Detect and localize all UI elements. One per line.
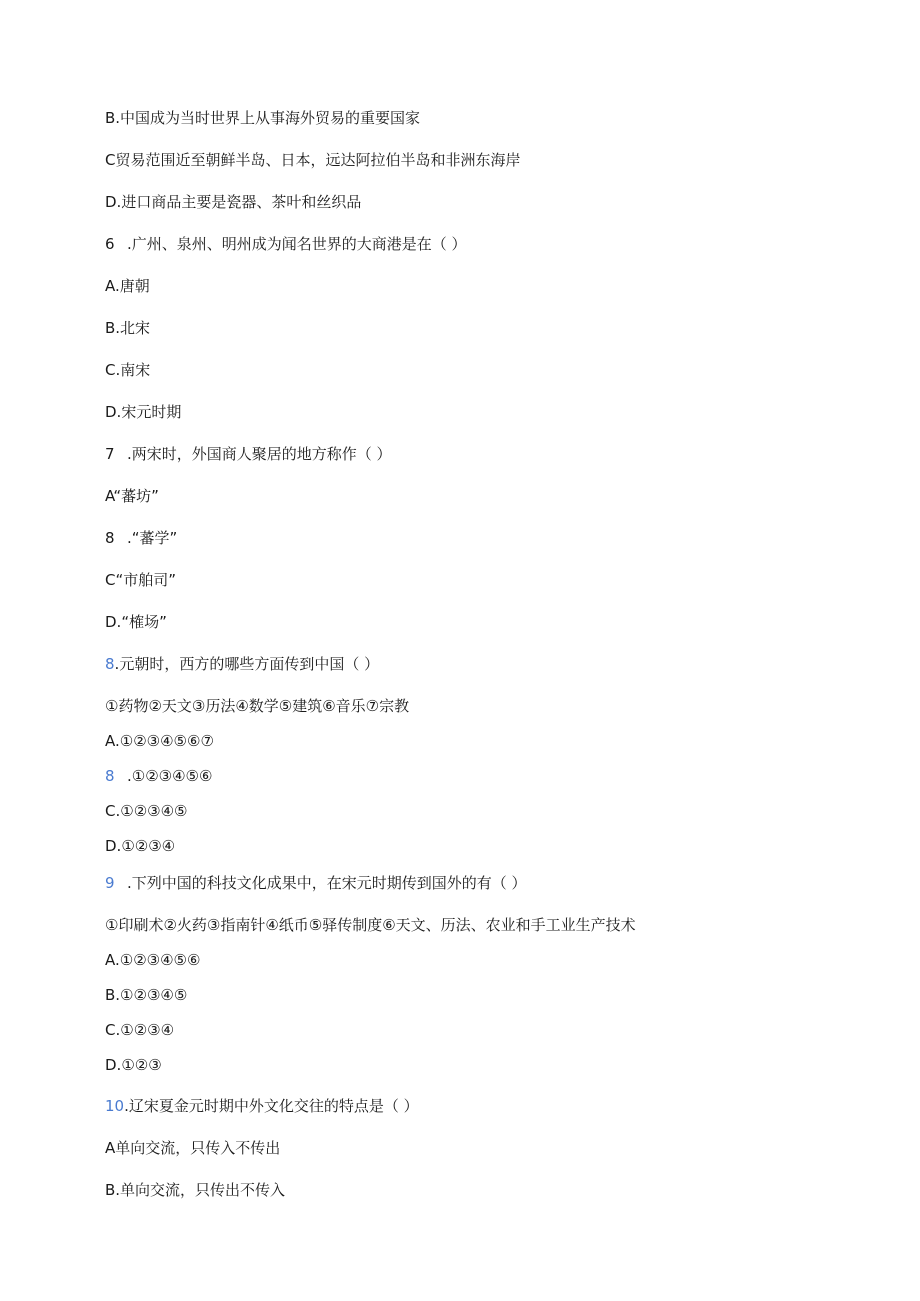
question-number: 6 <box>105 235 115 253</box>
question-number: 8 <box>105 767 115 785</box>
statement-list: ①药物②天文③历法④数学⑤建筑⑥音乐⑦宗教 <box>105 697 410 715</box>
option-line: C贸易范围近至朝鲜半岛、日本，远达阿拉伯半岛和非洲东海岸 <box>105 151 521 169</box>
question-number: 7 <box>105 445 115 463</box>
option-line: D.进口商品主要是瓷器、茶叶和丝织品 <box>105 193 362 211</box>
option-line: C.①②③④⑤ <box>105 802 188 820</box>
question-number: 8 <box>105 529 115 547</box>
question-9 <box>105 873 527 893</box>
question-stem: .广州、泉州、明州成为闻名世界的大商港是在（ ） <box>127 235 467 253</box>
option-line: D.“榷场” <box>105 613 167 631</box>
question-8 <box>105 654 379 674</box>
option-line: 8 .“蕃学” <box>105 529 178 547</box>
question-number: 8 <box>105 655 115 673</box>
option-line: B.中国成为当时世界上从事海外贸易的重要国家 <box>105 109 421 127</box>
question-stem: .两宋时，外国商人聚居的地方称作（ ） <box>127 445 392 463</box>
option-line: B.北宋 <box>105 319 151 337</box>
option-line: A.唐朝 <box>105 277 150 295</box>
question-7 <box>105 444 392 464</box>
option-line: D.①②③ <box>105 1056 162 1074</box>
option-line: A.①②③④⑤⑥ <box>105 951 201 969</box>
option-line: A“蕃坊” <box>105 487 159 505</box>
option-line: C.①②③④ <box>105 1021 175 1039</box>
question-number: 9 <box>105 874 115 892</box>
option-line: B.①②③④⑤ <box>105 986 188 1004</box>
statement-list: ①印刷术②火药③指南针④纸币⑤驿传制度⑥天文、历法、农业和手工业生产技术 <box>105 916 636 934</box>
question-number: 10 <box>105 1097 125 1115</box>
question-stem: .辽宋夏金元时期中外文化交往的特点是（ ） <box>124 1097 419 1115</box>
option-line: A.①②③④⑤⑥⑦ <box>105 732 214 750</box>
question-stem: .元朝时，西方的哪些方面传到中国（ ） <box>114 655 380 673</box>
option-line: D.宋元时期 <box>105 403 182 421</box>
question-stem: .下列中国的科技文化成果中，在宋元时期传到国外的有（ ） <box>127 874 527 892</box>
option-line: D.①②③④ <box>105 837 176 855</box>
option-line: C“市舶司” <box>105 571 177 589</box>
option-line: A单向交流，只传入不传出 <box>105 1139 281 1157</box>
option-line: 8 .①②③④⑤⑥ <box>105 767 213 785</box>
question-6 <box>105 234 467 254</box>
question-10 <box>105 1096 419 1116</box>
option-line: C.南宋 <box>105 361 151 379</box>
option-line: B.单向交流，只传出不传入 <box>105 1181 286 1199</box>
